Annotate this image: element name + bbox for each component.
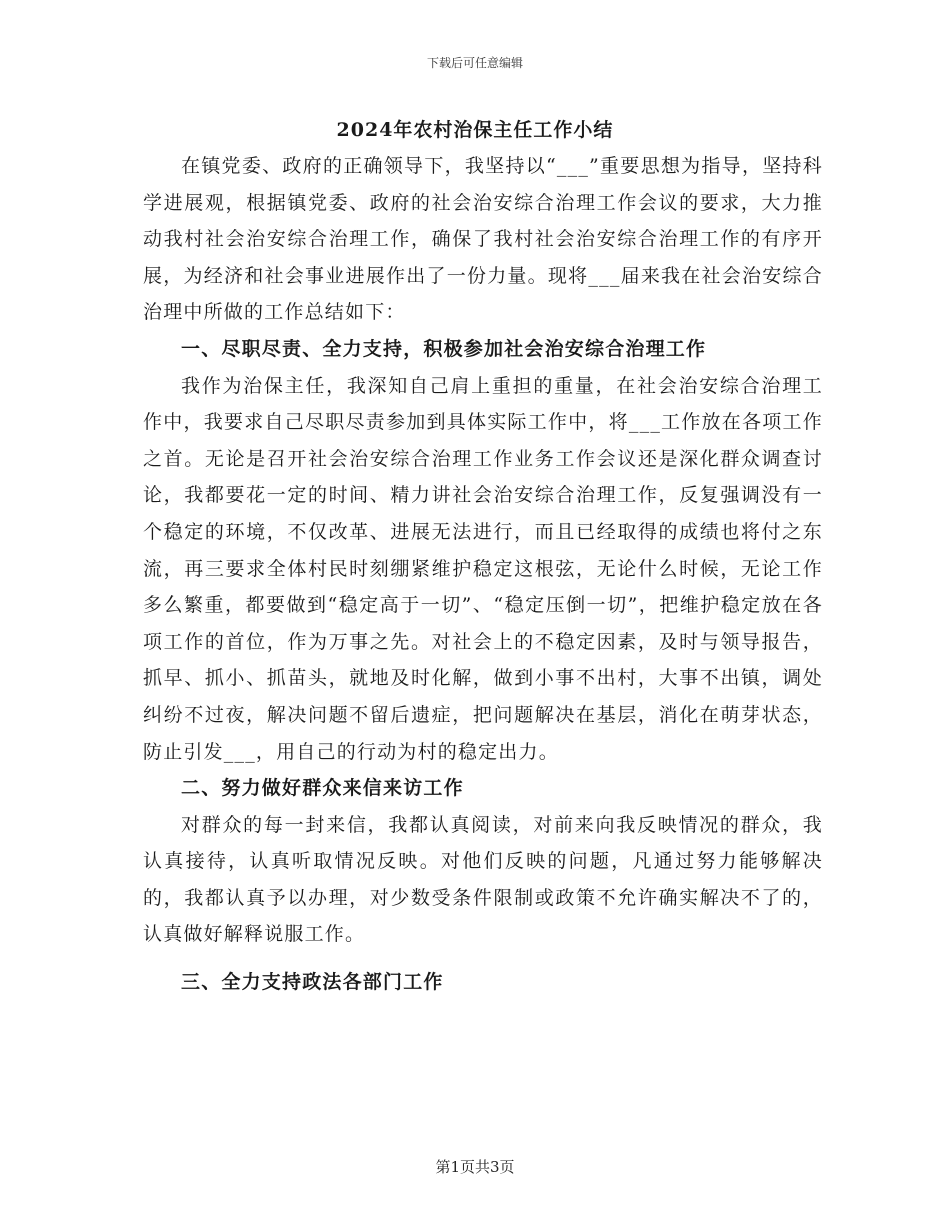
section-1-paragraph: 我作为治保主任，我深知自己肩上重担的重量，在社会治安综合治理工作中，我要求自己尽职尽责参加到具体实际工作中，将___工作放在各项工作之首。无论是召开社会治安综合治理工作业务工作会议还是深化群众调查讨论，我都要花一定的时间、精力讲社会治安综合治理工作，反复强调没有一个稳定的环境，不仅改革、进展无法进行，而且已经取得的成绩也将付之东流，再三要求全体村民时刻绷紧维护稳定这根弦，无论什么时候，无论工作多么繁重，都要做到“稳定高于一切”、“稳定压倒一切”，把维护稳定放在各项工作的首位，作为万事之先。对社会上的不稳定因素，及时与领导报告，抓早、抓小、抓苗头，就地及时化解，做到小事不出村，大事不出镇，调处纠纷不过夜，解决问题不留后遗症，把问题解决在基层，消化在萌芽状态，防止引发___，用自己的行动为村的稳定出力。 [143,374,823,763]
section-3-heading: 三、全力支持政法各部门工作 [181,971,444,994]
header-note: 下载后可任意编辑 [426,56,523,70]
page-footer: 第1页共3页 [435,1158,515,1176]
document-body [143,148,823,1001]
intro-paragraph: 在镇党委、政府的正确领导下，我坚持以“___”重要思想为指导，坚持科学进展观，根据镇党委、政府的社会治安综合治理工作会议的要求，大力推动我村社会治安综合治理工作，确保了我村社会治安综合治理工作的有序开展，为经济和社会事业进展作出了一份力量。现将___届来我在社会治安综合治理中所做的工作总结如下： [143,155,823,324]
document-title: 2024年农村治保主任工作小结 [336,119,614,141]
section-2-paragraph: 对群众的每一封来信，我都认真阅读，对前来向我反映情况的群众，我认真接待，认真听取情况反映。对他们反映的问题，凡通过努力能够解决的，我都认真予以办理，对少数受条件限制或政策不允许确实解决不了的，认真做好解释说服工作。 [143,813,823,946]
section-1-heading: 一、尽职尽责、全力支持，积极参加社会治安综合治理工作 [181,337,707,360]
section-2-heading: 二、努力做好群众来信来访工作 [181,777,464,800]
